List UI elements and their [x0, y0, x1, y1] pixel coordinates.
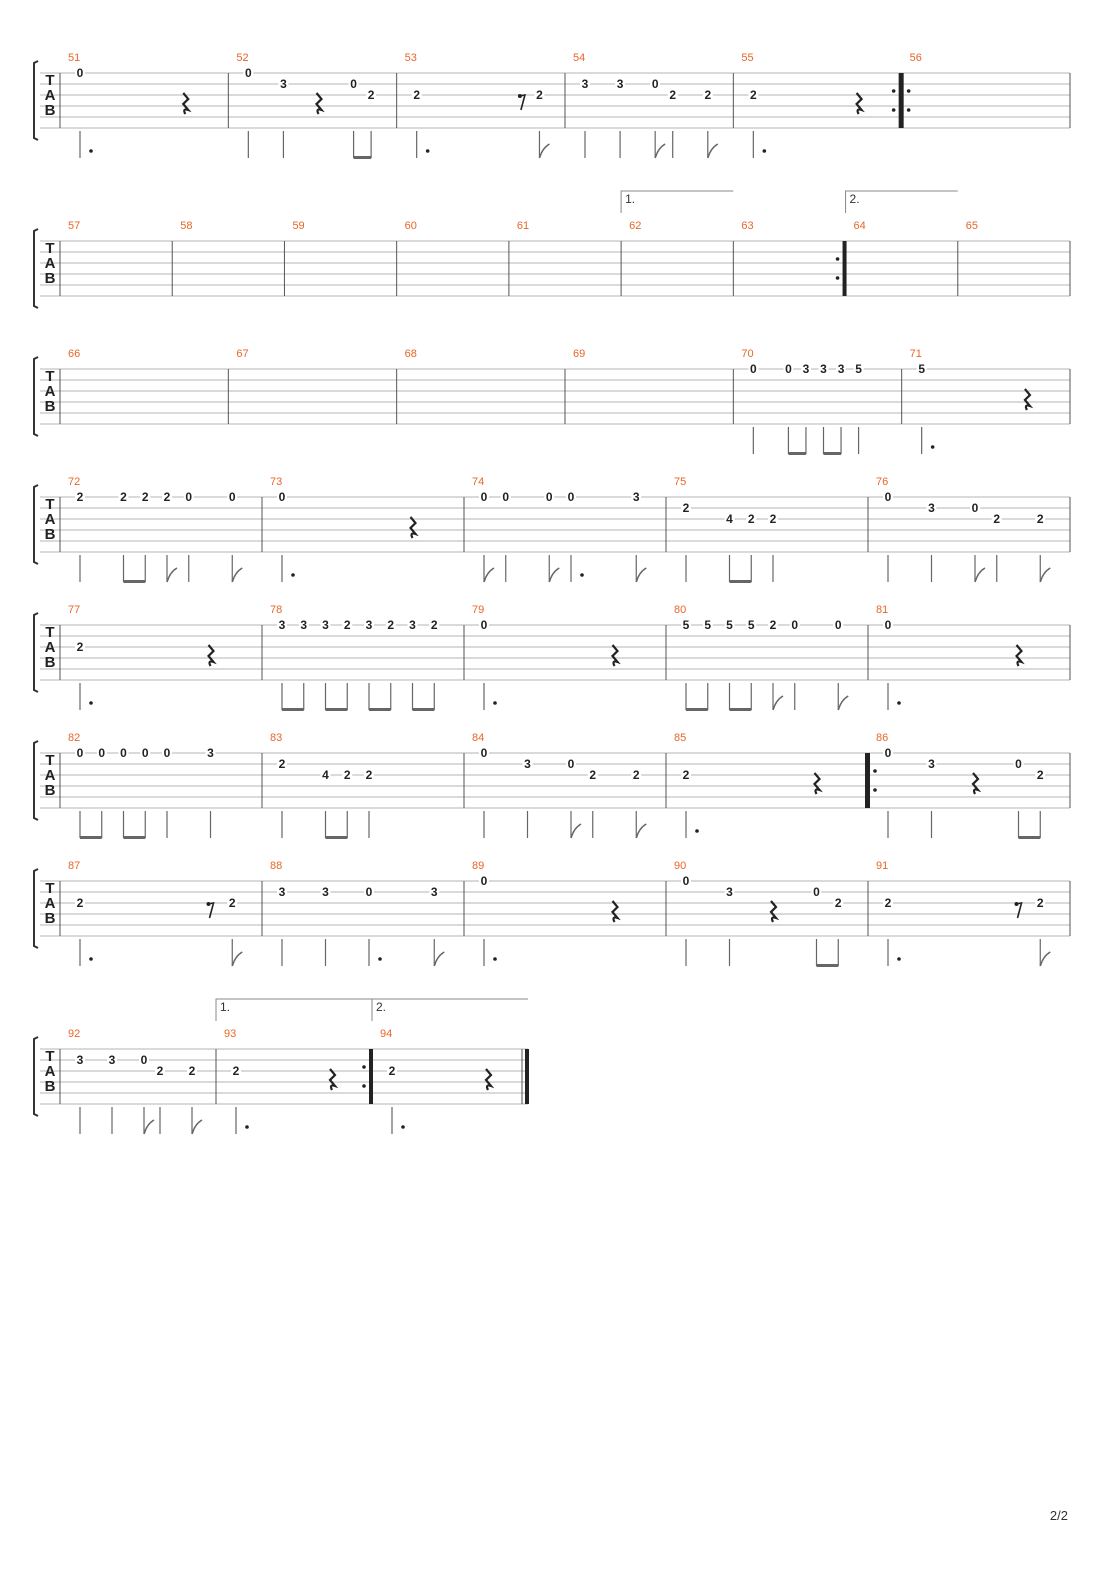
quarter-rest: [857, 93, 862, 114]
measure-number: 62: [629, 220, 642, 232]
system-bracket: [34, 1037, 38, 1116]
system-bracket: [34, 229, 38, 308]
measure-number: 92: [68, 1028, 81, 1040]
fret-number: 2: [632, 768, 640, 782]
measure-number: 88: [270, 860, 283, 872]
duration-dot: [897, 957, 901, 961]
measure-number: 91: [876, 860, 889, 872]
fret-number: 0: [834, 618, 842, 632]
duration-dot: [493, 701, 497, 705]
eighth-flag: [636, 568, 646, 582]
tab-clef-letter: T: [45, 624, 55, 641]
fret-number: 2: [769, 512, 777, 526]
tab-clef-letter: B: [44, 654, 56, 671]
fret-number: 0: [785, 362, 792, 376]
tab-clef-letter: T: [45, 1048, 55, 1065]
quarter-rest: [183, 93, 188, 114]
tab-clef-letter: T: [45, 752, 55, 769]
eighth-flag: [232, 568, 242, 582]
fret-number: 3: [322, 618, 329, 632]
fret-number: 3: [616, 77, 624, 91]
fret-number: 3: [632, 490, 640, 504]
note-beam: [124, 836, 146, 839]
fret-number: 5: [726, 618, 733, 632]
fret-number: 0: [884, 746, 892, 760]
quarter-rest: [486, 1069, 491, 1090]
measure-number: 71: [909, 348, 922, 360]
eighth-flag: [1040, 568, 1050, 582]
fret-number: 2: [365, 768, 373, 782]
duration-dot: [291, 573, 295, 577]
system-bracket: [34, 613, 38, 692]
page-number: 2/2: [1049, 1508, 1068, 1523]
measure-number: 59: [292, 220, 305, 232]
measure-number: 77: [68, 604, 81, 616]
fret-number: 2: [682, 501, 690, 515]
quarter-rest: [613, 645, 618, 666]
tab-clef-letter: B: [44, 398, 56, 415]
system-bracket: [34, 485, 38, 564]
fret-number: 5: [747, 618, 755, 632]
eighth-flag: [571, 824, 581, 838]
fret-number: 2: [834, 896, 842, 910]
fret-number: 0: [480, 490, 488, 504]
eighth-flag: [484, 568, 494, 582]
fret-number: 0: [228, 490, 236, 504]
duration-dot: [931, 445, 935, 449]
repeat-dot: [907, 108, 911, 112]
eighth-flag: [192, 1120, 202, 1134]
fret-number: 2: [76, 490, 84, 504]
fret-number: 2: [1036, 512, 1044, 526]
fret-number: 3: [726, 885, 733, 899]
tab-clef-letter: T: [45, 880, 55, 897]
eighth-flag: [549, 568, 559, 582]
fret-number: 5: [918, 362, 926, 376]
measure-number: 64: [853, 220, 866, 232]
tab-clef-letter: B: [44, 102, 56, 119]
fret-number: 0: [749, 362, 757, 376]
measure-number: 54: [573, 52, 586, 64]
measure-number: 85: [674, 732, 687, 744]
measure-number: 74: [472, 476, 485, 488]
fret-number: 2: [749, 88, 757, 102]
fret-number: 2: [388, 1064, 396, 1078]
fret-number: 3: [322, 885, 329, 899]
fret-number: 0: [350, 77, 357, 91]
fret-number: 2: [682, 768, 690, 782]
repeat-dot: [836, 276, 840, 280]
note-beam: [730, 580, 752, 583]
measure-number: 78: [270, 604, 283, 616]
note-beam: [282, 708, 304, 711]
fret-number: 2: [141, 490, 149, 504]
fret-number: 3: [280, 77, 287, 91]
repeat-thick-bar: [369, 1049, 373, 1104]
fret-number: 5: [855, 362, 862, 376]
measure-number: 79: [472, 604, 485, 616]
tab-clef-letter: A: [44, 639, 56, 656]
measure-number: 53: [404, 52, 417, 64]
quarter-rest: [1025, 389, 1030, 410]
system-bracket: [34, 61, 38, 140]
note-beam: [326, 836, 348, 839]
eighth-flag: [655, 144, 665, 158]
fret-number: 2: [120, 490, 127, 504]
eighth-flag: [975, 568, 985, 582]
fret-number: 0: [1015, 757, 1022, 771]
fret-number: 2: [669, 88, 677, 102]
fret-number: 2: [232, 1064, 240, 1078]
measure-number: 56: [909, 52, 922, 64]
fret-number: 3: [300, 618, 308, 632]
eighth-flag: [636, 824, 646, 838]
repeat-thick-bar: [900, 73, 904, 128]
fret-number: 2: [1036, 896, 1044, 910]
fret-number: 0: [244, 66, 252, 80]
fret-number: 0: [140, 1053, 148, 1067]
tab-clef-letter: A: [44, 383, 56, 400]
fret-number: 3: [928, 757, 935, 771]
volta-bracket: [621, 191, 733, 213]
duration-dot: [580, 573, 584, 577]
eighth-flag: [539, 144, 549, 158]
measure-number: 51: [68, 52, 81, 64]
fret-number: 3: [76, 1053, 84, 1067]
fret-number: 0: [971, 501, 979, 515]
note-beam: [1019, 836, 1041, 839]
eighth-flag: [434, 952, 444, 966]
volta-label: 2.: [849, 192, 860, 206]
fret-number: 3: [365, 618, 373, 632]
tab-clef-letter: A: [44, 511, 56, 528]
fret-number: 2: [589, 768, 597, 782]
fret-number: 2: [769, 618, 777, 632]
tab-clef-letter: B: [44, 910, 56, 927]
fret-number: 5: [682, 618, 690, 632]
fret-number: 3: [409, 618, 416, 632]
fret-number: 0: [502, 490, 510, 504]
fret-number: 3: [430, 885, 438, 899]
volta-bracket: [372, 999, 528, 1021]
note-beam: [730, 708, 752, 711]
fret-number: 0: [480, 874, 488, 888]
fret-number: 0: [76, 66, 84, 80]
fret-number: 2: [278, 757, 286, 771]
quarter-rest: [815, 773, 820, 794]
note-beam: [326, 708, 348, 711]
duration-dot: [89, 957, 93, 961]
measure-number: 58: [180, 220, 193, 232]
fret-number: 0: [567, 490, 575, 504]
repeat-dot: [892, 108, 896, 112]
fret-number: 0: [480, 618, 488, 632]
fret-number: 2: [188, 1064, 196, 1078]
fret-number: 2: [228, 896, 236, 910]
measure-number: 94: [380, 1028, 393, 1040]
duration-dot: [763, 149, 767, 153]
measure-number: 57: [68, 220, 81, 232]
quarter-rest: [973, 773, 978, 794]
measure-number: 73: [270, 476, 283, 488]
tab-clef-letter: B: [44, 1078, 56, 1095]
eighth-flag: [144, 1120, 154, 1134]
measure-number: 55: [741, 52, 754, 64]
measure-number: 76: [876, 476, 889, 488]
measure-number: 87: [68, 860, 81, 872]
repeat-dot: [836, 257, 840, 261]
fret-number: 0: [163, 746, 171, 760]
measure-number: 84: [472, 732, 485, 744]
fret-number: 0: [120, 746, 127, 760]
measure-number: 61: [516, 220, 530, 232]
fret-number: 3: [837, 362, 845, 376]
measure-number: 80: [674, 604, 687, 616]
fret-number: 0: [480, 746, 488, 760]
tab-clef-letter: T: [45, 240, 55, 257]
duration-dot: [695, 829, 699, 833]
duration-dot: [89, 701, 93, 705]
fret-number: 3: [108, 1053, 116, 1067]
fret-number: 0: [141, 746, 149, 760]
eighth-flag: [232, 952, 242, 966]
measure-number: 65: [965, 220, 979, 232]
fret-number: 3: [278, 885, 286, 899]
note-beam: [817, 964, 839, 967]
fret-number: 0: [813, 885, 820, 899]
fret-number: 5: [704, 618, 712, 632]
fret-number: 3: [928, 501, 935, 515]
fret-number: 2: [747, 512, 755, 526]
fret-number: 2: [76, 640, 84, 654]
measure-number: 90: [674, 860, 687, 872]
fret-number: 2: [76, 896, 84, 910]
tab-clef-letter: B: [44, 270, 56, 287]
fret-number: 2: [413, 88, 421, 102]
fret-number: 3: [581, 77, 589, 91]
eighth-flag: [838, 696, 848, 710]
repeat-thick-bar: [843, 241, 847, 296]
system-bracket: [34, 357, 38, 436]
note-beam: [824, 452, 842, 455]
measure-number: 81: [876, 604, 889, 616]
quarter-rest: [411, 517, 416, 538]
duration-dot: [245, 1125, 249, 1129]
fret-number: 2: [993, 512, 1001, 526]
repeat-dot: [362, 1084, 366, 1088]
tab-clef-letter: A: [44, 87, 56, 104]
repeat-dot: [892, 89, 896, 93]
note-beam: [369, 708, 391, 711]
duration-dot: [401, 1125, 405, 1129]
fret-number: 0: [884, 618, 892, 632]
system-bracket: [34, 741, 38, 820]
system-bracket: [34, 869, 38, 948]
fret-number: 0: [185, 490, 193, 504]
quarter-rest: [209, 645, 214, 666]
final-bar: [525, 1049, 529, 1104]
fret-number: 2: [1036, 768, 1044, 782]
measure-number: 69: [573, 348, 586, 360]
measure-number: 67: [236, 348, 249, 360]
fret-number: 0: [545, 490, 553, 504]
note-beam: [413, 708, 435, 711]
tab-clef-letter: A: [44, 255, 56, 272]
tab-clef-letter: A: [44, 767, 56, 784]
measure-number: 83: [270, 732, 283, 744]
fret-number: 2: [367, 88, 375, 102]
fret-number: 2: [156, 1064, 164, 1078]
measure-number: 66: [68, 348, 81, 360]
eighth-flag: [167, 568, 177, 582]
quarter-rest: [771, 901, 776, 922]
fret-number: 0: [278, 490, 286, 504]
note-beam: [686, 708, 708, 711]
fret-number: 2: [884, 896, 892, 910]
note-beam: [124, 580, 146, 583]
measure-number: 52: [236, 52, 249, 64]
volta-bracket: [216, 999, 372, 1021]
measure-number: 68: [404, 348, 417, 360]
tab-clef-letter: T: [45, 72, 55, 89]
fret-number: 2: [343, 618, 351, 632]
fret-number: 3: [802, 362, 810, 376]
note-beam: [788, 452, 806, 455]
fret-number: 3: [820, 362, 827, 376]
repeat-thick-bar: [866, 753, 870, 808]
measure-number: 63: [741, 220, 754, 232]
measure-number: 86: [876, 732, 889, 744]
tab-clef-letter: T: [45, 496, 55, 513]
fret-number: 3: [524, 757, 531, 771]
fret-number: 0: [651, 77, 659, 91]
repeat-dot: [873, 788, 877, 792]
tab-clef-letter: T: [45, 368, 55, 385]
note-beam: [354, 156, 372, 159]
note-beam: [80, 836, 102, 839]
duration-dot: [89, 149, 93, 153]
tab-clef-letter: A: [44, 1063, 56, 1080]
measure-number: 72: [68, 476, 81, 488]
fret-number: 2: [536, 88, 543, 102]
fret-number: 4: [726, 512, 733, 526]
fret-number: 3: [207, 746, 214, 760]
fret-number: 4: [322, 768, 329, 782]
quarter-rest: [317, 93, 322, 114]
fret-number: 0: [567, 757, 575, 771]
measure-number: 93: [224, 1028, 237, 1040]
eighth-flag: [773, 696, 783, 710]
fret-number: 2: [430, 618, 438, 632]
quarter-rest: [1017, 645, 1022, 666]
tab-clef-letter: A: [44, 895, 56, 912]
eighth-flag: [708, 144, 718, 158]
fret-number: 0: [98, 746, 106, 760]
quarter-rest: [330, 1069, 335, 1090]
measure-number: 75: [674, 476, 687, 488]
fret-number: 2: [163, 490, 171, 504]
measure-number: 89: [472, 860, 485, 872]
fret-number: 0: [884, 490, 892, 504]
fret-number: 0: [365, 885, 373, 899]
volta-label: 2.: [376, 1000, 387, 1014]
duration-dot: [426, 149, 430, 153]
fret-number: 2: [343, 768, 351, 782]
tab-clef-letter: B: [44, 782, 56, 799]
fret-number: 0: [791, 618, 799, 632]
fret-number: 3: [278, 618, 286, 632]
fret-number: 0: [76, 746, 84, 760]
duration-dot: [493, 957, 497, 961]
repeat-dot: [873, 769, 877, 773]
duration-dot: [378, 957, 382, 961]
quarter-rest: [613, 901, 618, 922]
fret-number: 2: [704, 88, 712, 102]
fret-number: 0: [682, 874, 690, 888]
volta-bracket: [846, 191, 958, 213]
measure-number: 70: [741, 348, 754, 360]
fret-number: 2: [387, 618, 395, 632]
duration-dot: [897, 701, 901, 705]
measure-number: 60: [404, 220, 417, 232]
tab-clef-letter: B: [44, 526, 56, 543]
measure-number: 82: [68, 732, 81, 744]
volta-label: 1.: [625, 192, 636, 206]
eighth-flag: [1040, 952, 1050, 966]
repeat-dot: [907, 89, 911, 93]
repeat-dot: [362, 1065, 366, 1069]
volta-label: 1.: [220, 1000, 231, 1014]
